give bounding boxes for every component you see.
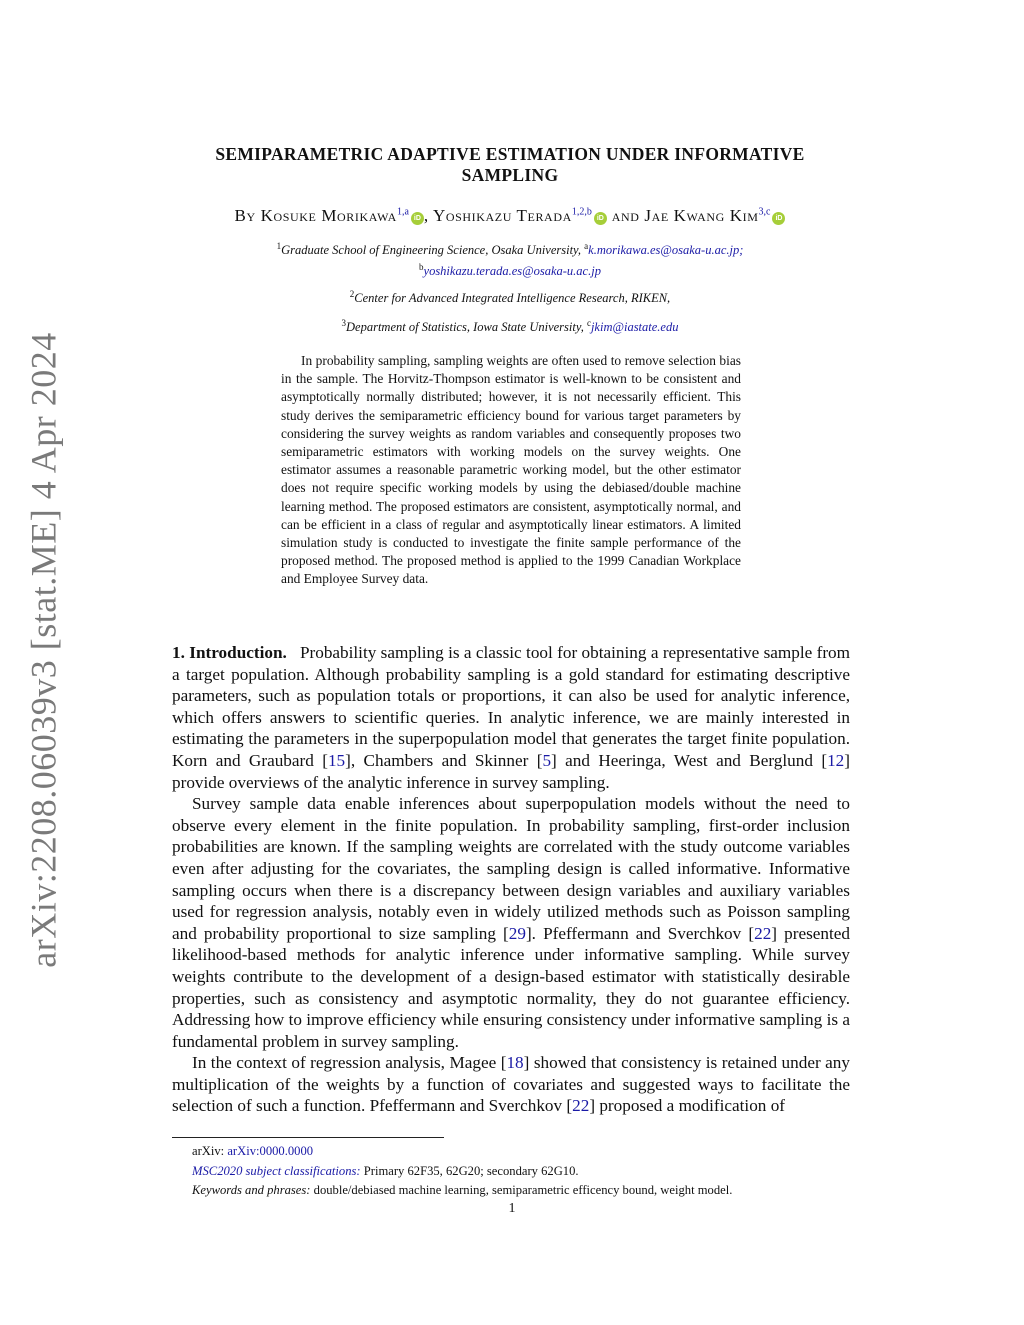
and-label: and <box>611 206 640 225</box>
arxiv-label: arXiv: <box>192 1144 225 1158</box>
email-link-c[interactable]: jkim@iastate.edu <box>590 320 679 335</box>
footnote-msc <box>192 1162 872 1182</box>
introduction-section <box>172 642 850 1117</box>
paragraph-2 <box>172 793 850 1052</box>
affiliation-3 <box>150 315 870 336</box>
page-number: 1 <box>508 1201 516 1216</box>
paragraph-2-text-a: Survey sample data enable inferences about superpopulation models without the need to observe every element in the finite population. In probability sampling, first-order inclusion probabilities are known. If the sampling weights are correlated with the study outcome variables even after adjusting for the covariates, the sampling design is called informative. Informative sampling occurs when there is a discrepancy between design variables and auxiliary variables used for regression analysis, notably even in widely utilized methods such as Poisson sampling and probability proportional to size sampling [ <box>172 794 850 943</box>
paragraph-3 <box>172 1052 850 1117</box>
msc-link[interactable] <box>192 1164 361 1178</box>
email-link-b[interactable]: yoshikazu.terada.es@osaka-u.ac.jp <box>423 264 601 279</box>
paragraph-2-text-c: ] presented likelihood-based methods for analytic inference under informative sampling. While survey weights contribute to the development of a design-based estimator with statistically desirable properties, such as consistency and asymptotic normality, they do not guarantee efficiency. Addressing how to improve efficiency while ensuring consistency under informative sampling is a fundamental problem in survey sampling. <box>172 923 850 1051</box>
title-line-2: SAMPLING <box>461 165 559 185</box>
affiliation-1-number: 1 <box>276 241 282 251</box>
msc-label: MSC2020 subject classifications: <box>192 1163 361 1178</box>
paragraph-1-text-a: Probability sampling is a classic tool for obtaining a representative sample from a target population. Although probability sampling is a gold standard for estimating descriptive parameters, such as population totals or proportions, it can also be used for analytic inference, which offers answers to scientific queries. In analytic inference, we are mainly interested in estimating the parameters in the superpopulation model that generates the target finite population. Korn and Graubard [ <box>172 643 851 770</box>
paragraph-3-text-c: ] proposed a modification of <box>589 1096 786 1116</box>
paper-title <box>170 144 850 186</box>
author-line <box>120 206 900 226</box>
paragraph-1-text-d: ] provide overviews of the analytic inference in survey sampling. <box>172 750 850 792</box>
email-mark-a: a <box>584 241 589 251</box>
email-mark-c: c <box>586 318 591 328</box>
citation-29[interactable]: 29 <box>508 923 526 943</box>
footnote-divider <box>172 1137 444 1138</box>
keywords-text: double/debiased machine learning, semiparametric efficency bound, weight model. <box>313 1183 733 1197</box>
affiliation-2 <box>150 286 870 307</box>
affiliation-1 <box>150 238 870 280</box>
title-line-1: SEMIPARAMETRIC ADAPTIVE ESTIMATION UNDER INFORMATIVE <box>215 144 805 164</box>
citation-12[interactable]: 12 <box>827 750 845 770</box>
section-heading: 1. Introduction. <box>172 643 287 662</box>
affiliation-2-number: 2 <box>349 289 355 299</box>
arxiv-link[interactable]: arXiv:0000.0000 <box>227 1144 314 1158</box>
author-3-name: Jae Kwang Kim <box>644 206 759 225</box>
paragraph-1-text-b: ], Chambers and Skinner [ <box>345 750 543 770</box>
affiliation-1-text: Graduate School of Engineering Science, Osaka University, <box>281 243 582 258</box>
orcid-icon[interactable]: iD <box>594 212 607 225</box>
affiliation-2-text: Center for Advanced Integrated Intelligence Research, RIKEN, <box>354 291 671 306</box>
affiliation-3-number: 3 <box>341 318 346 328</box>
author-1-sup[interactable]: 1,a <box>396 206 409 218</box>
paragraph-3-text-b: ] showed that consistency is retained under any multiplication of the weights by a function of covariates and suggested ways to facilitate the selection of such a function. Pfeffermann and Sverchkov [ <box>172 1053 850 1116</box>
author-1-name: Kosuke Morikawa <box>260 206 397 225</box>
msc-text: Primary 62F35, 62G20; secondary 62G10. <box>363 1163 579 1178</box>
email-mark-b: b <box>419 262 424 273</box>
author-separator: , <box>423 206 429 225</box>
citation-5[interactable]: 5 <box>542 750 552 770</box>
author-2-name: Yoshikazu Terada <box>432 206 572 225</box>
email-link-a[interactable]: k.morikawa.es@osaka-u.ac.jp; <box>588 243 744 258</box>
by-label: By <box>234 206 256 225</box>
paragraph-2-text-b: ]. Pfeffermann and Sverchkov [ <box>525 923 755 943</box>
citation-18[interactable]: 18 <box>506 1053 524 1073</box>
footnotes <box>192 1142 872 1201</box>
author-3-sup[interactable]: 3,c <box>758 206 771 218</box>
keywords-label: Keywords and phrases: <box>192 1183 311 1197</box>
paragraph-1 <box>172 642 850 793</box>
paragraph-1-text-c: ] and Heeringa, West and Berglund [ <box>551 750 828 770</box>
arxiv-stamp-text: arXiv:2208.06039v3 [stat.ME] 4 Apr 2024 <box>24 332 64 968</box>
footnote-arxiv <box>192 1142 872 1162</box>
citation-15[interactable]: 15 <box>327 750 346 770</box>
author-2-sup[interactable]: 1,2,b <box>571 206 592 218</box>
arxiv-side-stamp <box>14 332 74 968</box>
affiliation-3-text: Department of Statistics, Iowa State University, <box>346 320 584 335</box>
citation-22[interactable]: 22 <box>572 1096 590 1116</box>
citation-22[interactable]: 22 <box>754 923 772 943</box>
abstract: In probability sampling, sampling weights are often used to remove selection bias in the sample. The Horvitz-Thompson estimator is well-known to be consistent and asymptotically normally distributed; however, it is not necessarily efficient. This study derives the semiparametric efficiency bound for various target parameters by considering the survey weights as random variables and consequently proposes two semiparametric estimators with working models on the survey weights. One estimator assumes a reasonable parametric working model, but the other estimator does not require specific working models by using the debiased/double machine learning method. The proposed estimators are consistent, asymptotically normal, and can be efficient in a class of regular and asymptotically linear estimators. A limited simulation study is conducted to investigate the finite sample performance of the proposed method. The proposed method is applied to the 1999 Canadian Workplace and Employee Survey data. <box>281 353 741 587</box>
paragraph-3-text-a: In the context of regression analysis, Magee [ <box>192 1053 507 1073</box>
footnote-keywords <box>192 1181 872 1201</box>
orcid-icon[interactable]: iD <box>411 212 424 225</box>
orcid-icon[interactable]: iD <box>772 212 785 225</box>
